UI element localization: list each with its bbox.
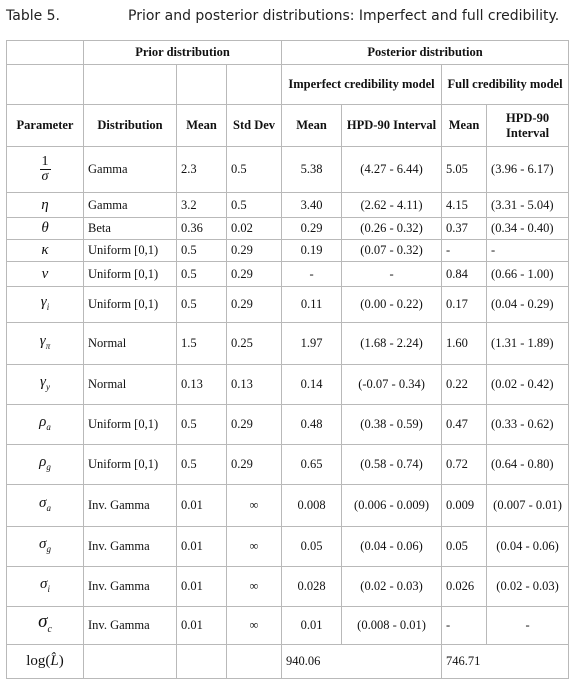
prior-sd-cell: 0.25 — [227, 323, 282, 365]
full-hpd-cell: - — [487, 240, 569, 262]
full-hpd-cell: (0.02 - 0.42) — [487, 365, 569, 405]
distribution-cell: Inv. Gamma — [84, 607, 177, 645]
imperfect-hpd-cell: (0.04 - 0.06) — [342, 527, 442, 567]
imperfect-mean-cell: 3.40 — [282, 193, 342, 218]
prior-sd-cell: ∞ — [227, 527, 282, 567]
table-row — [7, 607, 569, 645]
imperfect-mean-cell: 0.29 — [282, 218, 342, 240]
imperfect-mean-cell: - — [282, 262, 342, 287]
imperfect-mean-cell: 0.008 — [282, 485, 342, 527]
imperfect-hpd-cell: (-0.07 - 0.34) — [342, 365, 442, 405]
full-hpd-cell: (0.007 - 0.01) — [487, 485, 569, 527]
imperfect-mean-cell: 0.48 — [282, 405, 342, 445]
prior-mean-cell: 0.5 — [177, 445, 227, 485]
full-hpd-cell: (1.31 - 1.89) — [487, 323, 569, 365]
header-model-row — [7, 65, 569, 105]
table-row — [7, 567, 569, 607]
parameter-symbol: ν — [7, 262, 84, 287]
parameter-symbol: κ — [7, 240, 84, 262]
imperfect-hpd-cell: (0.00 - 0.22) — [342, 287, 442, 323]
prior-sd-cell: ∞ — [227, 607, 282, 645]
full-mean-cell: 0.009 — [442, 485, 487, 527]
imperfect-hpd-cell: (0.008 - 0.01) — [342, 607, 442, 645]
imperfect-hpd-cell: (1.68 - 2.24) — [342, 323, 442, 365]
table-row — [7, 527, 569, 567]
full-mean-cell: 0.37 — [442, 218, 487, 240]
full-mean-cell: 0.22 — [442, 365, 487, 405]
full-mean-cell: 0.72 — [442, 445, 487, 485]
prior-distribution-header: Prior distribution — [84, 41, 282, 65]
header-column-row — [7, 105, 569, 147]
prior-mean-cell: 2.3 — [177, 147, 227, 193]
full-hpd-cell: (3.96 - 6.17) — [487, 147, 569, 193]
imperfect-credibility-header: Imperfect credibility model — [282, 65, 442, 105]
parameter-symbol: $\gamma_i$ — [7, 287, 84, 323]
prior-mean-cell: 3.2 — [177, 193, 227, 218]
distribution-table — [6, 40, 569, 679]
parameter-symbol: $\rho_a$ — [7, 405, 84, 445]
distribution-cell: Uniform [0,1) — [84, 445, 177, 485]
imperfect-log-likelihood: 940.06 — [282, 645, 442, 679]
table-number: Table 5. — [6, 8, 61, 24]
full-mean-cell: 0.47 — [442, 405, 487, 445]
header-group-row — [7, 41, 569, 65]
full-hpd-cell: (0.02 - 0.03) — [487, 567, 569, 607]
table-title: Prior and posterior distributions: Imperfect and full credibility. — [128, 8, 560, 24]
distribution-cell: Gamma — [84, 147, 177, 193]
imperfect-hpd-header: HPD-90 Interval — [342, 105, 442, 147]
imperfect-mean-cell: 0.01 — [282, 607, 342, 645]
imperfect-mean-cell: 0.05 — [282, 527, 342, 567]
distribution-cell: Uniform [0,1) — [84, 262, 177, 287]
full-hpd-cell: (0.64 - 0.80) — [487, 445, 569, 485]
imperfect-mean-cell: 0.19 — [282, 240, 342, 262]
imperfect-mean-cell: 0.11 — [282, 287, 342, 323]
distribution-cell: Gamma — [84, 193, 177, 218]
prior-mean-cell: 0.5 — [177, 240, 227, 262]
full-mean-cell: 0.17 — [442, 287, 487, 323]
prior-sd-cell: ∞ — [227, 567, 282, 607]
full-hpd-cell: (3.31 - 5.04) — [487, 193, 569, 218]
prior-sd-cell: 0.02 — [227, 218, 282, 240]
table-row — [7, 405, 569, 445]
parameter-symbol: θ — [7, 218, 84, 240]
full-mean-header: Mean — [442, 105, 487, 147]
full-mean-cell: 4.15 — [442, 193, 487, 218]
full-log-likelihood: 746.71 — [442, 645, 569, 679]
parameter-symbol: η — [7, 193, 84, 218]
distribution-header: Distribution — [84, 105, 177, 147]
prior-mean-cell: 0.01 — [177, 567, 227, 607]
full-mean-cell: 5.05 — [442, 147, 487, 193]
std-dev-header: Std Dev — [227, 105, 282, 147]
prior-mean-cell: 0.01 — [177, 607, 227, 645]
imperfect-hpd-cell: (0.58 - 0.74) — [342, 445, 442, 485]
parameter-symbol: $\sigma_i$ — [7, 567, 84, 607]
parameter-symbol: $\sigma_a$ — [7, 485, 84, 527]
distribution-cell: Inv. Gamma — [84, 485, 177, 527]
distribution-cell: Inv. Gamma — [84, 527, 177, 567]
distribution-cell: Uniform [0,1) — [84, 287, 177, 323]
imperfect-mean-cell: 0.65 — [282, 445, 342, 485]
full-hpd-cell: (0.33 - 0.62) — [487, 405, 569, 445]
imperfect-hpd-cell: (0.006 - 0.009) — [342, 485, 442, 527]
prior-mean-cell: 0.5 — [177, 287, 227, 323]
prior-mean-cell: 0.01 — [177, 485, 227, 527]
prior-mean-cell: 0.01 — [177, 527, 227, 567]
prior-sd-cell: 0.29 — [227, 405, 282, 445]
log-likelihood-symbol: log(L̂) — [7, 645, 84, 679]
log-likelihood-row — [7, 645, 569, 679]
parameter-symbol: $\gamma_y$ — [7, 365, 84, 405]
table-caption — [6, 6, 574, 30]
parameter-symbol: $\sigma_c$ — [7, 607, 84, 645]
table-row — [7, 218, 569, 240]
distribution-cell: Uniform [0,1) — [84, 240, 177, 262]
imperfect-mean-cell: 0.14 — [282, 365, 342, 405]
table-row — [7, 240, 569, 262]
full-mean-cell: 0.84 — [442, 262, 487, 287]
parameter-symbol: $\rho_g$ — [7, 445, 84, 485]
prior-sd-cell: 0.5 — [227, 147, 282, 193]
parameter-header: Parameter — [7, 105, 84, 147]
full-mean-cell: 0.05 — [442, 527, 487, 567]
imperfect-hpd-cell: (4.27 - 6.44) — [342, 147, 442, 193]
prior-sd-cell: 0.5 — [227, 193, 282, 218]
full-mean-cell: 1.60 — [442, 323, 487, 365]
full-hpd-cell: (0.04 - 0.06) — [487, 527, 569, 567]
prior-sd-cell: 0.13 — [227, 365, 282, 405]
distribution-cell: Normal — [84, 323, 177, 365]
imperfect-hpd-cell: (0.07 - 0.32) — [342, 240, 442, 262]
imperfect-mean-header: Mean — [282, 105, 342, 147]
imperfect-hpd-cell: (2.62 - 4.11) — [342, 193, 442, 218]
table-row — [7, 365, 569, 405]
prior-sd-cell: 0.29 — [227, 262, 282, 287]
full-credibility-header: Full credibility model — [442, 65, 569, 105]
table-row — [7, 287, 569, 323]
table-row — [7, 485, 569, 527]
table-row — [7, 262, 569, 287]
imperfect-hpd-cell: (0.02 - 0.03) — [342, 567, 442, 607]
prior-mean-header: Mean — [177, 105, 227, 147]
distribution-cell: Inv. Gamma — [84, 567, 177, 607]
full-hpd-cell: (0.34 - 0.40) — [487, 218, 569, 240]
imperfect-hpd-cell: - — [342, 262, 442, 287]
prior-mean-cell: 0.5 — [177, 405, 227, 445]
table-row — [7, 147, 569, 193]
posterior-distribution-header: Posterior distribution — [282, 41, 569, 65]
table-row — [7, 445, 569, 485]
distribution-cell: Normal — [84, 365, 177, 405]
imperfect-hpd-cell: (0.26 - 0.32) — [342, 218, 442, 240]
imperfect-hpd-cell: (0.38 - 0.59) — [342, 405, 442, 445]
parameter-symbol: $\gamma_\pi$ — [7, 323, 84, 365]
full-mean-cell: - — [442, 607, 487, 645]
parameter-symbol: $\sigma_g$ — [7, 527, 84, 567]
full-hpd-cell: - — [487, 607, 569, 645]
table-row — [7, 193, 569, 218]
full-hpd-cell: (0.66 - 1.00) — [487, 262, 569, 287]
prior-sd-cell: 0.29 — [227, 445, 282, 485]
imperfect-mean-cell: 1.97 — [282, 323, 342, 365]
prior-mean-cell: 1.5 — [177, 323, 227, 365]
prior-mean-cell: 0.13 — [177, 365, 227, 405]
full-hpd-cell: (0.04 - 0.29) — [487, 287, 569, 323]
prior-sd-cell: 0.29 — [227, 240, 282, 262]
prior-sd-cell: 0.29 — [227, 287, 282, 323]
full-hpd-header: HPD-90 Interval — [487, 105, 569, 147]
full-mean-cell: - — [442, 240, 487, 262]
full-mean-cell: 0.026 — [442, 567, 487, 607]
imperfect-mean-cell: 5.38 — [282, 147, 342, 193]
distribution-cell: Beta — [84, 218, 177, 240]
prior-mean-cell: 0.5 — [177, 262, 227, 287]
prior-sd-cell: ∞ — [227, 485, 282, 527]
parameter-symbol: $\frac{1}{\sigma}$ — [7, 147, 84, 193]
table-row — [7, 323, 569, 365]
header-blank — [7, 41, 84, 65]
prior-mean-cell: 0.36 — [177, 218, 227, 240]
distribution-cell: Uniform [0,1) — [84, 405, 177, 445]
imperfect-mean-cell: 0.028 — [282, 567, 342, 607]
